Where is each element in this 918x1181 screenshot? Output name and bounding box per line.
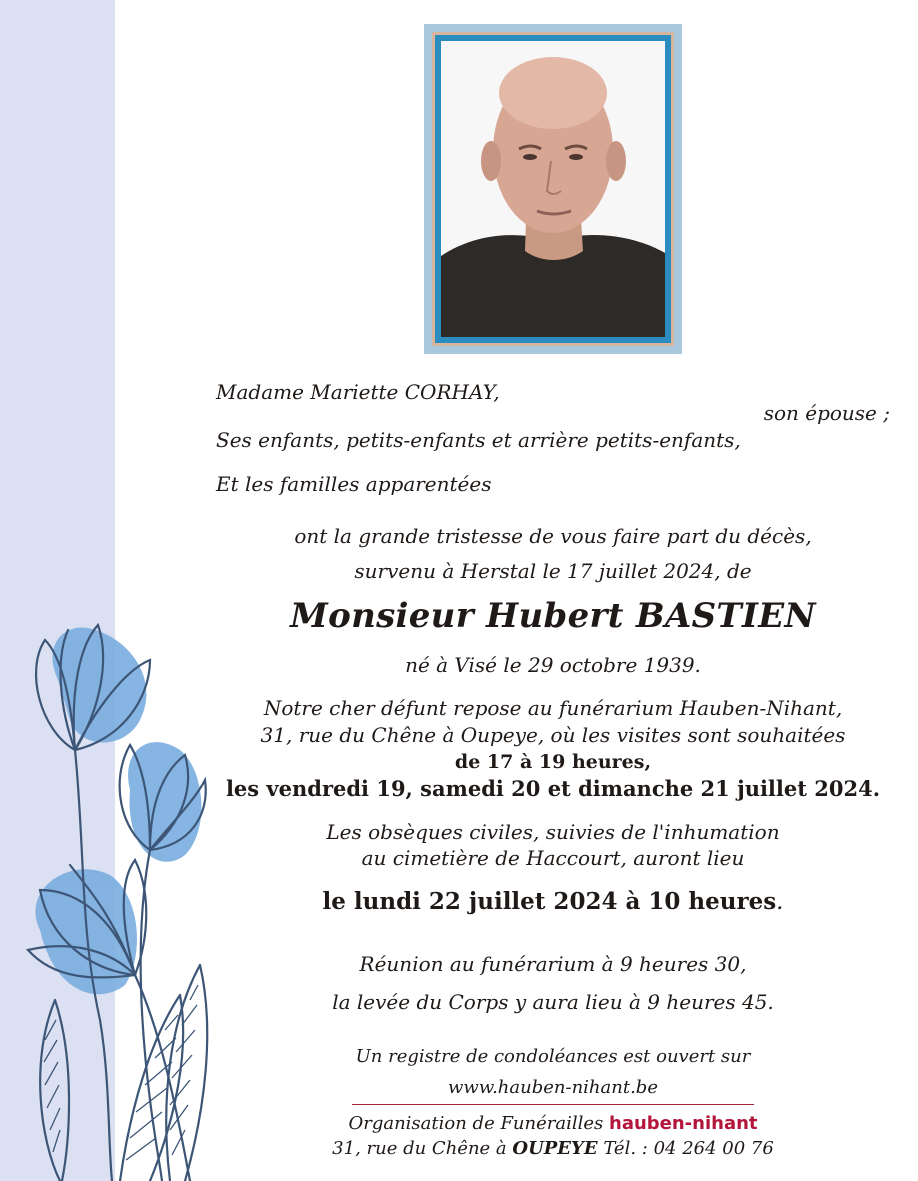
brand-logo: hauben-nihant: [609, 1113, 758, 1134]
visitation-dates: les vendredi 19, samedi 20 et dimanche 21 juillet 2024.: [225, 776, 881, 801]
family-line-relatives: Et les familles apparentées: [216, 472, 492, 496]
funeral-date-period: .: [776, 889, 784, 915]
footer-org-prefix: Organisation de Funérailles: [348, 1113, 604, 1134]
funeral-date: [160, 888, 918, 915]
visitation-line-2: 31, rue du Chêne à Oupeye, où les visites sont souhaitées: [260, 723, 846, 747]
family-line-children: Ses enfants, petits-enfants et arrière petits-enfants,: [216, 428, 741, 452]
condolences-url[interactable]: www.hauben-nihant.be: [448, 1077, 658, 1098]
family-spouse-relation: son épouse ;: [763, 401, 890, 425]
meeting-line-1: Réunion au funérarium à 9 heures 30,: [359, 952, 747, 976]
visitation-hours: de 17 à 19 heures,: [454, 751, 652, 773]
footer-divider: [352, 1104, 754, 1105]
funeral-line-2: au cimetière de Haccourt, auront lieu: [361, 846, 745, 870]
family-line-spouse: Madame Mariette CORHAY,: [216, 380, 500, 404]
portrait-frame: [424, 24, 682, 354]
deceased-name: Monsieur Hubert BASTIEN: [290, 596, 816, 636]
funeral-line-1: Les obsèques civiles, suivies de l'inhumation: [326, 820, 780, 844]
deceased-birth: né à Visé le 29 octobre 1939.: [405, 653, 701, 677]
announcement-line-1: ont la grande tristesse de vous faire part du décès,: [294, 524, 812, 548]
portrait-photo: [441, 41, 665, 337]
meeting-line-2: la levée du Corps y aura lieu à 9 heures 45.: [332, 990, 774, 1014]
footer-city: OUPEYE: [512, 1138, 598, 1159]
announcement-line-2: survenu à Herstal le 17 juillet 2024, de: [354, 559, 752, 583]
footer-address: [160, 1138, 918, 1159]
visitation-line-1: Notre cher défunt repose au funérarium Hauben-Nihant,: [263, 696, 843, 720]
condolences-line: Un registre de condoléances est ouvert sur: [355, 1046, 751, 1067]
portrait-illustration-icon: [441, 41, 665, 337]
funeral-date-text: le lundi 22 juillet 2024 à 10 heures: [322, 888, 777, 915]
footer-phone: Tél. : 04 264 00 76: [603, 1138, 774, 1159]
footer-address-prefix: 31, rue du Chêne à: [332, 1138, 507, 1159]
footer-organisation: [160, 1113, 918, 1134]
